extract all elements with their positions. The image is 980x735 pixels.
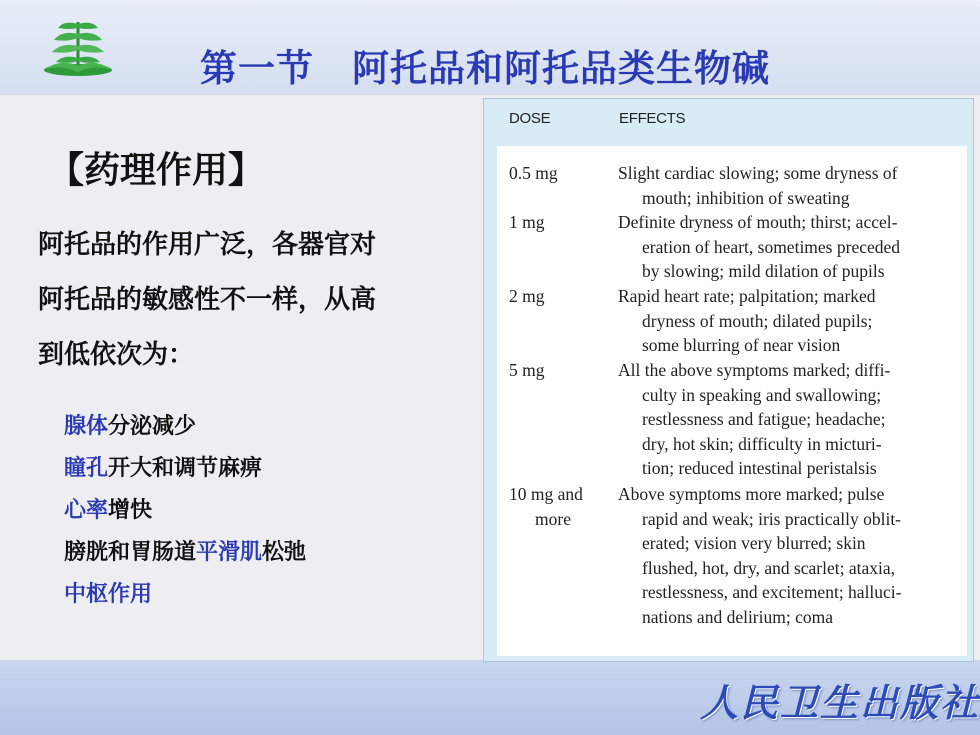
effect-text: 增快 [108, 498, 153, 523]
effect-item-smooth-muscle [64, 532, 306, 574]
effect-highlight: 瞳孔 [64, 456, 109, 481]
dose-cell: 5 mg [509, 360, 545, 380]
effects-cell: Above symptoms more marked; pulse rapid and weak; iris practically oblit- erated; vision very blurred; skin flushed, hot, dry, and scarlet; ataxia, restlessness, and excitement; halluci- nations and delirium; coma [618, 484, 902, 627]
effect-item-cns [64, 574, 306, 616]
effect-text: 松弛 [262, 540, 307, 565]
effect-text: 开大和调节麻痹 [108, 456, 263, 481]
effects-cell: Slight cardiac slowing; some dryness of mouth; inhibition of sweating [618, 163, 898, 208]
effect-highlight: 心率 [64, 498, 109, 523]
effect-text: 分泌减少 [108, 414, 197, 439]
dose-cell: 10 mg and more [509, 484, 583, 529]
effects-cell: Definite dryness of mouth; thirst; accel- eration of heart, sometimes preceded by slowing; mild dilation of pupils [618, 212, 901, 282]
effect-highlight: 腺体 [64, 414, 109, 439]
intro-line: 阿托品的敏感性不一样，从高 [38, 285, 377, 315]
effects-column-header: EFFECTS [619, 110, 686, 127]
effect-prefix: 膀胱和胃肠道 [64, 540, 197, 565]
intro-line: 阿托品的作用广泛，各器官对 [38, 230, 377, 260]
intro-line: 到低依次为： [38, 340, 195, 370]
effect-highlight: 平滑肌 [196, 540, 263, 565]
slide-title: 第一节 阿托品和阿托品类生物碱 [200, 47, 770, 90]
effect-item-heart-rate [64, 490, 306, 532]
effects-cell: All the above symptoms marked; diffi- culty in speaking and swallowing; restlessness and fatigue; headache; dry, hot skin; difficulty in micturi- tion; reduced intestinal peristalsis [618, 360, 891, 479]
section-heading: 【药理作用】 [48, 150, 265, 191]
effect-item-glands [64, 406, 306, 448]
publisher-logo: 人民卫生出版社 [700, 680, 980, 725]
effect-highlight: 中枢作用 [64, 582, 153, 607]
dose-cell: 2 mg [509, 286, 545, 306]
intro-paragraph [38, 218, 478, 383]
effects-list [64, 406, 306, 616]
dose-column-header: DOSE [509, 110, 551, 127]
leaf-logo-icon [40, 14, 116, 78]
dose-cell: 1 mg [509, 212, 545, 232]
effects-cell: Rapid heart rate; palpitation; marked dryness of mouth; dilated pupils; some blurring of near vision [618, 286, 876, 356]
dose-cell: 0.5 mg [509, 163, 558, 183]
effect-item-pupil [64, 448, 306, 490]
